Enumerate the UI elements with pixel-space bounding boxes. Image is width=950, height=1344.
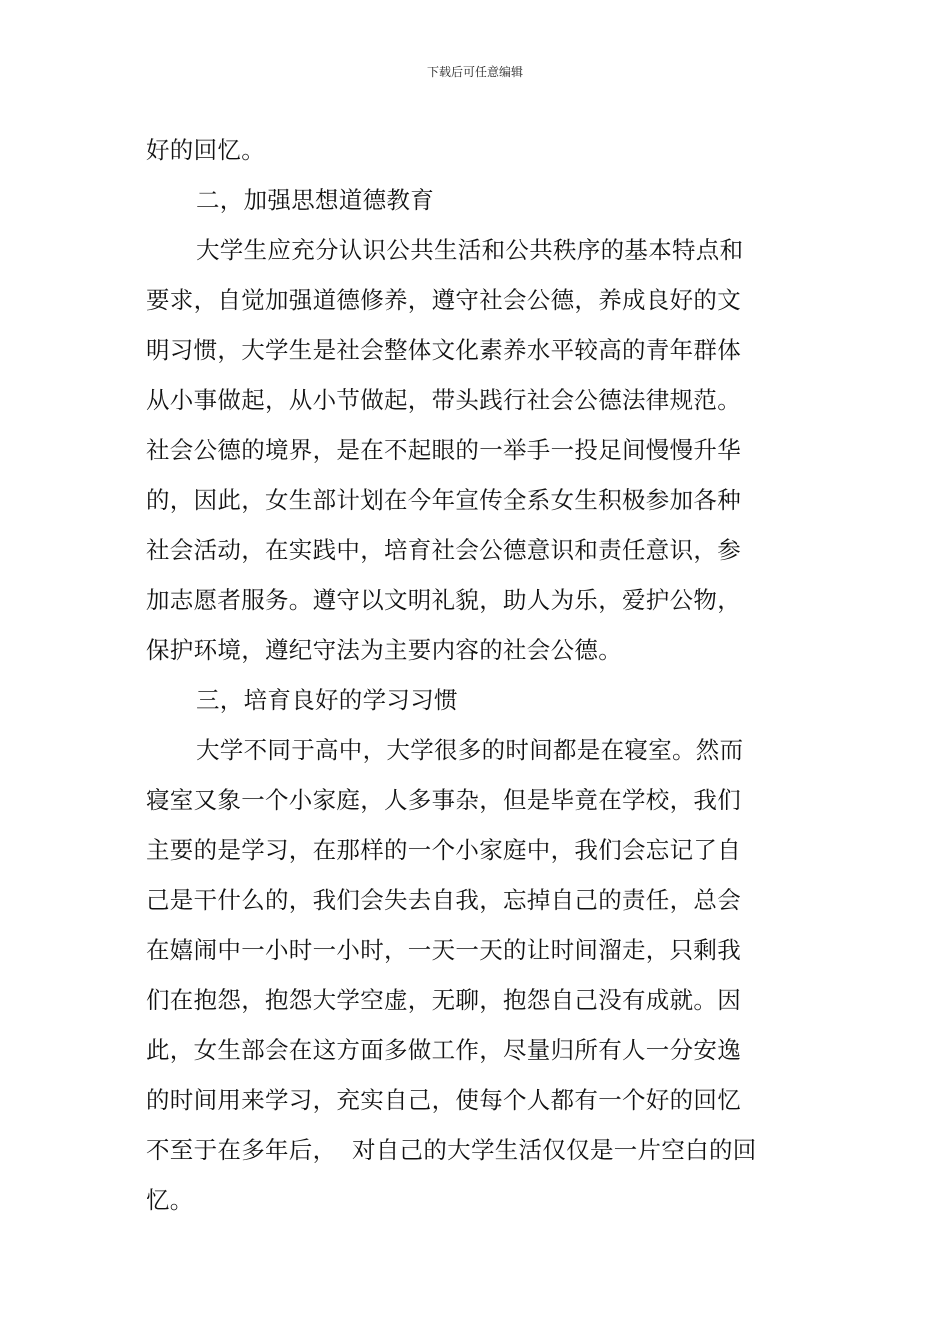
- text-line: 们在抱怨，抱怨大学空虚，无聊，抱怨自己没有成就。因: [146, 986, 741, 1014]
- text-line: 社会活动，在实践中，培育社会公德意识和责任意识，参: [146, 536, 741, 564]
- text-line: 大学生应充分认识公共生活和公共秩序的基本特点和: [196, 236, 744, 264]
- text-line: 主要的是学习，在那样的一个小家庭中，我们会忘记了自: [146, 836, 741, 864]
- text-line: 好的回忆。: [146, 136, 265, 164]
- section-heading: 二，加强思想道德教育: [196, 186, 434, 214]
- text-line: 加志愿者服务。遵守以文明礼貌，助人为乐，爱护公物，: [146, 586, 741, 614]
- document-body: [146, 125, 810, 1225]
- text-line: 保护环境，遵纪守法为主要内容的社会公德。: [146, 636, 622, 664]
- text-line: 大学不同于高中，大学很多的时间都是在寝室。然而: [196, 736, 744, 764]
- text-line: 要求，自觉加强道德修养，遵守社会公德，养成良好的文: [146, 286, 741, 314]
- text-line: 的，因此，女生部计划在今年宣传全系女生积极参加各种: [146, 486, 741, 514]
- text-line: 此，女生部会在这方面多做工作，尽量归所有人一分安逸: [146, 1036, 741, 1064]
- text-line: 社会公德的境界，是在不起眼的一举手一投足间慢慢升华: [146, 436, 741, 464]
- text-line: 的时间用来学习，充实自己，使每个人都有一个好的回忆: [146, 1086, 741, 1114]
- text-line: 在嬉闹中一小时一小时，一天一天的让时间溜走，只剩我: [146, 936, 741, 964]
- text-line: 明习惯，大学生是社会整体文化素养水平较高的青年群体: [146, 336, 741, 364]
- section-heading: 三，培育良好的学习习惯: [196, 686, 458, 714]
- text-line: 寝室又象一个小家庭，人多事杂，但是毕竟在学校，我们: [146, 786, 741, 814]
- text-line: 从小事做起，从小节做起，带头践行社会公德法律规范。: [146, 386, 741, 414]
- text-line: 己是干什么的，我们会失去自我，忘掉自己的责任，总会: [146, 886, 741, 914]
- page-header: 下载后可任意编辑: [426, 65, 523, 79]
- text-line: 不至于在多年后， 对自己的大学生活仅仅是一片空白的回: [146, 1136, 757, 1164]
- text-line: 忆。: [146, 1186, 194, 1214]
